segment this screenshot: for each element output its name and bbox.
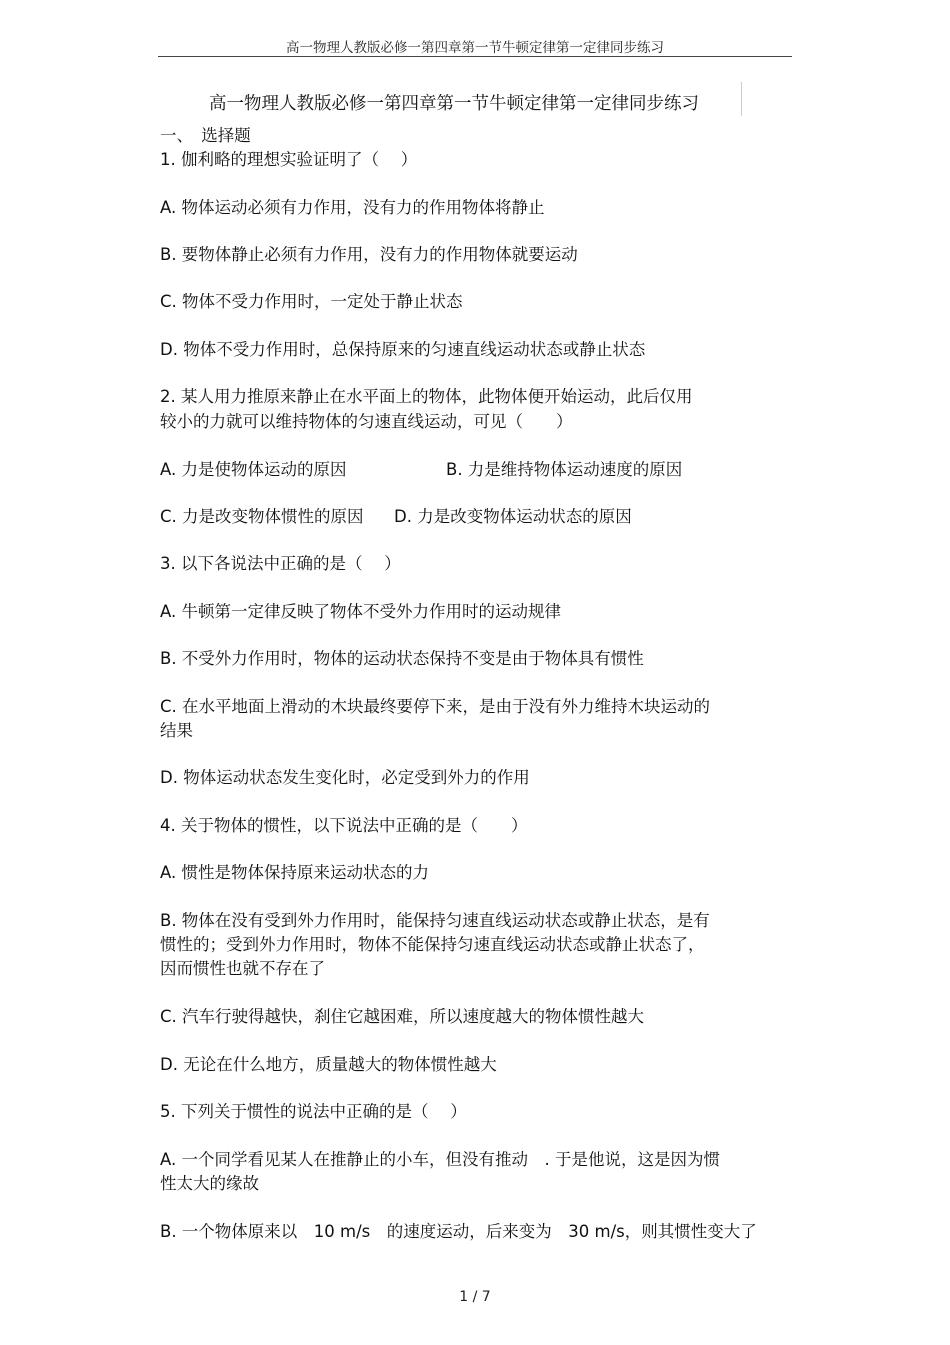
question-3-option-c-line-2: 结果 <box>160 721 193 740</box>
question-3-option-a: A. 牛顿第一定律反映了物体不受外力作用时的运动规律 <box>160 602 561 621</box>
question-5-option-a-line-1: A. 一个同学看见某人在推静止的小车，但没有推动 . 于是他说，这是因为惯 <box>160 1150 720 1169</box>
question-4-option-b-line-1: B. 物体在没有受到外力作用时，能保持匀速直线运动状态或静止状态，是有 <box>160 911 710 930</box>
question-3: 3. 以下各说法中正确的是（ ） <box>160 554 401 573</box>
question-5: 5. 下列关于惯性的说法中正确的是（ ） <box>160 1102 467 1121</box>
question-3-option-c-line-1: C. 在水平地面上滑动的木块最终要停下来，是由于没有外力维持木块运动的 <box>160 697 711 716</box>
question-4: 4. 关于物体的惯性，以下说法中正确的是（ ） <box>160 816 528 835</box>
question-4-option-c: C. 汽车行驶得越快，刹住它越困难，所以速度越大的物体惯性越大 <box>160 1007 645 1026</box>
document-title: 高一物理人教版必修一第四章第一节牛顿定律第一定律同步练习 <box>209 94 699 114</box>
question-4-option-a: A. 惯性是物体保持原来运动状态的力 <box>160 863 429 882</box>
question-4-option-b-line-3: 因而惯性也就不存在了 <box>160 959 325 978</box>
question-4-option-d: D. 无论在什么地方，质量越大的物体惯性越大 <box>160 1055 497 1074</box>
question-1-option-c: C. 物体不受力作用时，一定处于静止状态 <box>160 292 463 311</box>
question-5-option-a-line-2: 性太大的缘故 <box>160 1174 259 1193</box>
question-5-option-b: B. 一个物体原来以 10 m/s 的速度运动，后来变为 30 m/s，则其惯性变大了 <box>160 1222 757 1241</box>
question-1: 1. 伽利略的理想实验证明了（ ） <box>160 150 418 169</box>
question-2-line-2: 较小的力就可以维持物体的匀速直线运动，可见（ ） <box>160 412 573 431</box>
question-2-option-c: C. 力是改变物体惯性的原因 <box>160 507 364 526</box>
question-2-option-d: D. 力是改变物体运动状态的原因 <box>394 507 632 526</box>
question-3-option-b: B. 不受外力作用时，物体的运动状态保持不变是由于物体具有惯性 <box>160 649 644 668</box>
question-1-option-a: A. 物体运动必须有力作用，没有力的作用物体将静止 <box>160 198 545 217</box>
question-1-option-d: D. 物体不受力作用时，总保持原来的匀速直线运动状态或静止状态 <box>160 340 646 359</box>
section-heading: 一、 选择题 <box>160 126 251 145</box>
question-2-line-1: 2. 某人用力推原来静止在水平面上的物体，此物体便开始运动，此后仅用 <box>160 387 693 406</box>
question-3-option-d: D. 物体运动状态发生变化时，必定受到外力的作用 <box>160 768 530 787</box>
question-1-option-b: B. 要物体静止必须有力作用，没有力的作用物体就要运动 <box>160 245 578 264</box>
running-header: 高一物理人教版必修一第四章第一节牛顿定律第一定律同步练习 <box>286 40 664 56</box>
question-4-option-b-line-2: 惯性的；受到外力作用时，物体不能保持匀速直线运动状态或静止状态了， <box>160 935 705 954</box>
question-2-option-a: A. 力是使物体运动的原因 <box>160 460 347 479</box>
question-2-option-b: B. 力是维持物体运动速度的原因 <box>446 460 683 479</box>
header-rule <box>158 56 792 57</box>
page-number: 1 / 7 <box>459 1289 491 1305</box>
